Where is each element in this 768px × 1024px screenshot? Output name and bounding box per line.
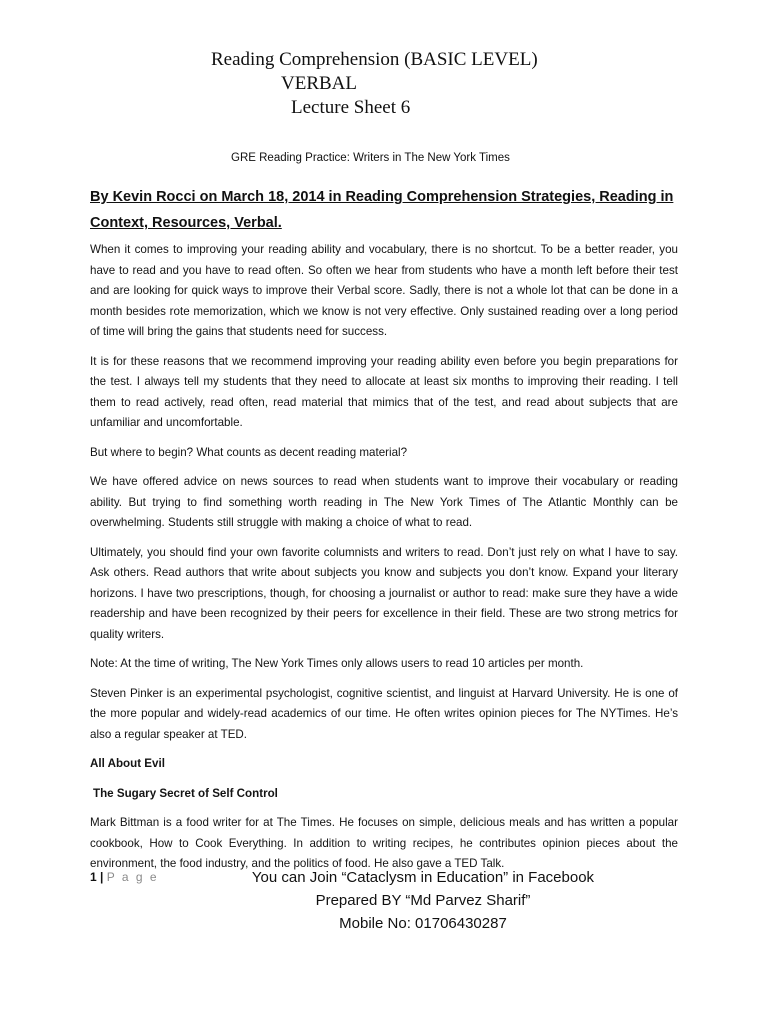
footer-line-2: Prepared BY “Md Parvez Sharif” (315, 892, 531, 909)
document-title (0, 48, 768, 120)
title-line-2: VERBAL (281, 73, 357, 94)
footer-line-3: Mobile No: 01706430287 (339, 915, 507, 932)
page-number-value: 1 (90, 870, 97, 884)
page-number (90, 870, 159, 884)
heading-all-about-evil: All About Evil (90, 757, 165, 770)
byline: By Kevin Rocci on March 18, 2014 in Reading Comprehension Strategies, Reading in Context, Resources, Verbal. (90, 189, 674, 231)
paragraph-1: When it comes to improving your reading ability and vocabulary, there is no shortcut. To be a better reader, you have to read and you have to read often. So often we hear from students who have a month left before their test and are looking for quick ways to improve their Verbal score. Sadly, there is not a whole lot that can be done in a month besides rote memorization, which we know is not very effective. Only sustained reading over a long period of time will bring the gains that students need for success. (90, 243, 678, 338)
subtitle: GRE Reading Practice: Writers in The New York Times (231, 152, 510, 164)
paragraph-8: Mark Bittman is a food writer for at The Times. He focuses on simple, delicious meals and has written a popular cookbook, How to Cook Everything. In addition to writing recipes, he contributes opinion pieces about the environment, the food industry, and the politics of food. He also gave a TED Talk. (90, 816, 678, 870)
paragraph-6: Note: At the time of writing, The New York Times only allows users to read 10 articles per month. (90, 657, 584, 670)
page-word: P a g e (106, 870, 159, 884)
footer-line-1: You can Join “Cataclysm in Education” in Facebook (251, 869, 595, 886)
article-body (90, 240, 678, 884)
paragraph-4: We have offered advice on news sources to read when students want to improve their vocabulary or reading ability. But trying to find something worth reading in The New York Times of The Atlantic Monthly can be overwhelming. Students still struggle with making a choice of what to read. (90, 475, 678, 529)
heading-sugary-secret: The Sugary Secret of Self Control (93, 786, 278, 800)
paragraph-5: Ultimately, you should find your own favorite columnists and writers to read. Don’t just rely on what I have to say. Ask others. Read authors that write about subjects you know and subjects you don’t know. Expand your literary horizons. I have two prescriptions, though, for choosing a journalist or author to read: make sure they have a wide readership and have been recognized by their peers for excellence in their field. These are two strong metrics for quality writers. (90, 545, 678, 641)
title-line-3: Lecture Sheet 6 (291, 97, 411, 118)
paragraph-2: It is for these reasons that we recommend improving your reading ability even before you begin preparations for the test. I always tell my students that they need to allocate at least six months to improving their reading. I tell them to read actively, read often, read material that mimics that of the test, and read about subjects that are unfamiliar and uncomfortable. (90, 354, 678, 429)
page-footer (0, 866, 768, 966)
paragraph-7: Steven Pinker is an experimental psychologist, cognitive scientist, and linguist at Harvard University. He is one of the more popular and widely-read academics of our time. He often writes opinion pieces for The NYTimes. He’s also a regular speaker at TED. (90, 686, 678, 741)
footer-credits (243, 866, 603, 935)
page-separator: | (100, 870, 104, 884)
title-line-1: Reading Comprehension (BASIC LEVEL) (211, 49, 538, 70)
paragraph-3: But where to begin? What counts as decent reading material? (90, 445, 408, 459)
